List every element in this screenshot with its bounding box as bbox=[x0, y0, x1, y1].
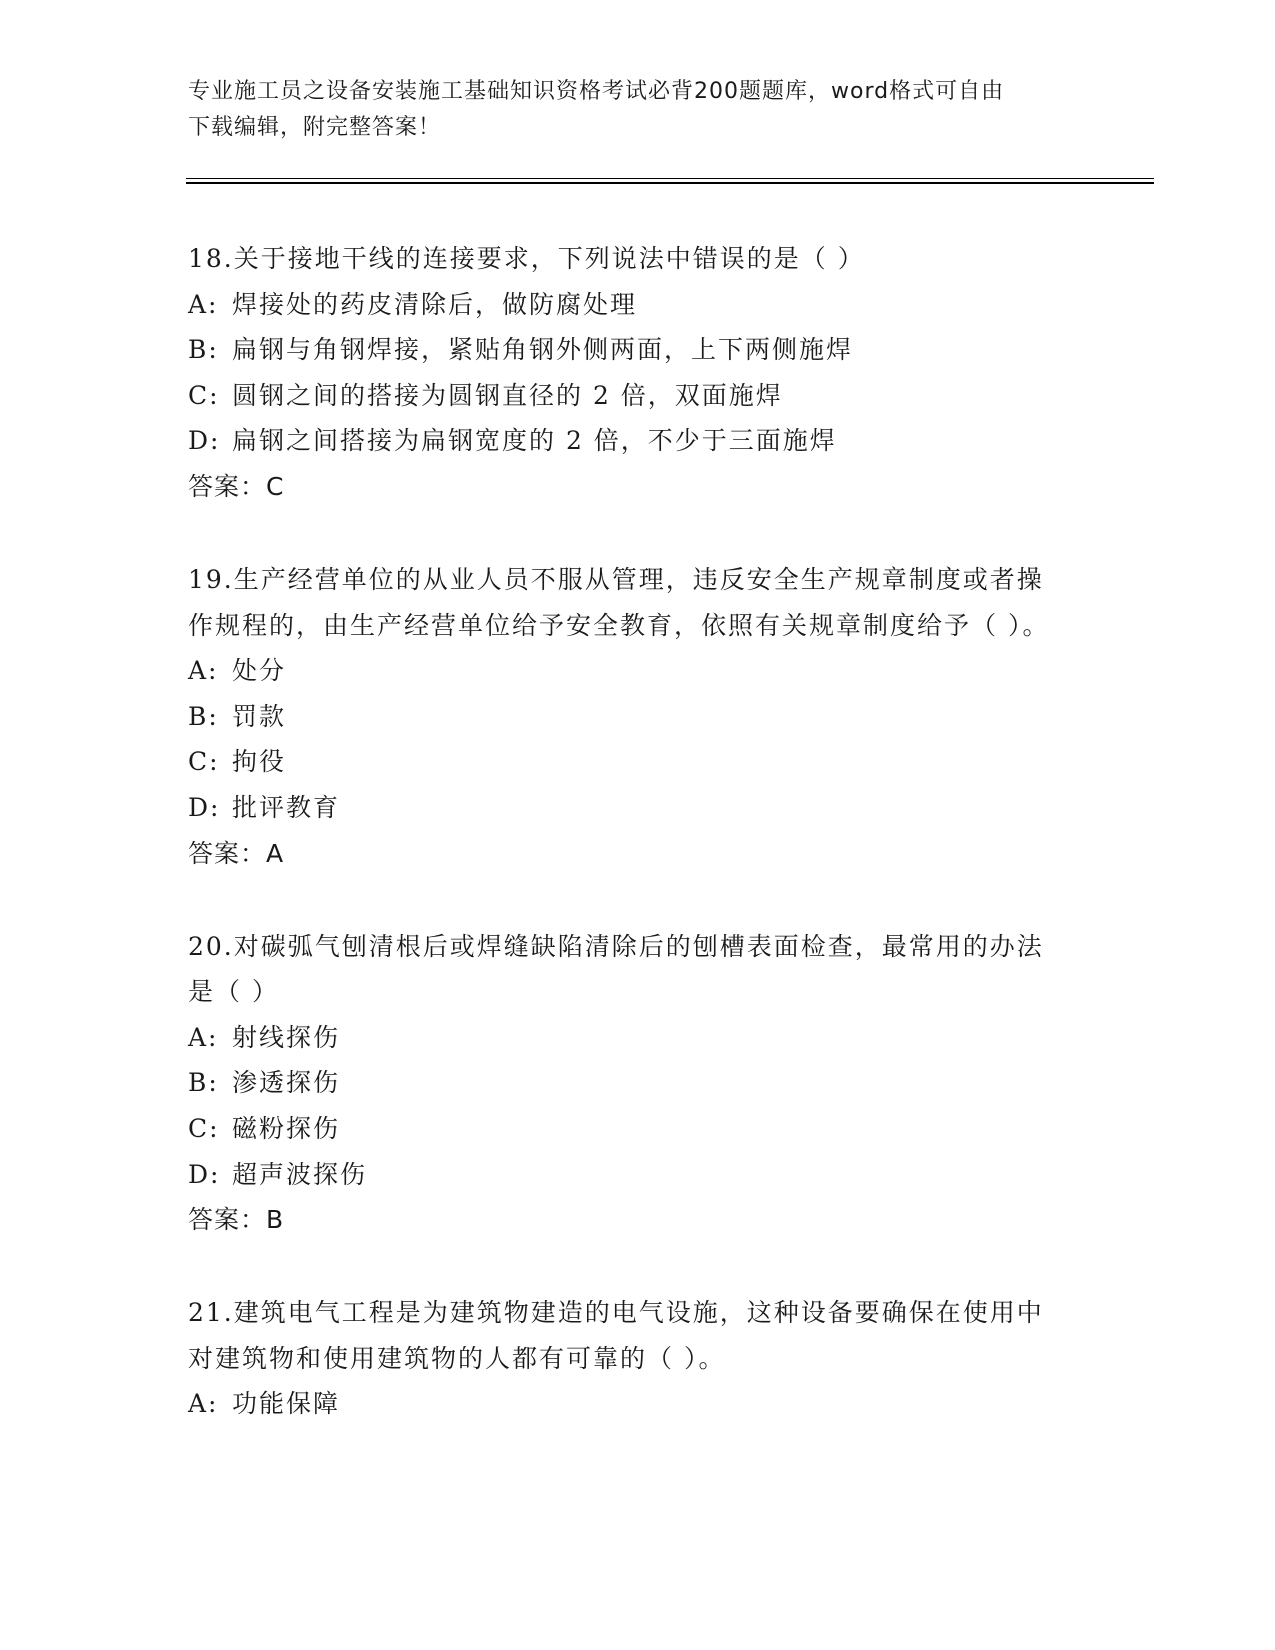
option-letter: C: bbox=[188, 380, 220, 410]
question-text: 19.生产经营单位的从业人员不服从管理，违反安全生产规章制度或者操作规程的，由生产经营单位给予安全教育，依照有关规章制度给予（ ）。 bbox=[188, 564, 1050, 640]
option-letter: B: bbox=[188, 1068, 219, 1098]
question-20 bbox=[188, 924, 1068, 1244]
option-a bbox=[188, 282, 1068, 328]
option-text: 射线探伤 bbox=[232, 1022, 341, 1052]
question-18 bbox=[188, 236, 1068, 510]
option-text: 扁钢与角钢焊接，紧贴角钢外侧两面，上下两侧施焊 bbox=[232, 335, 854, 365]
question-text: 18.关于接地干线的连接要求，下列说法中错误的是（ ） bbox=[188, 244, 865, 273]
option-text: 圆钢之间的搭接为圆钢直径的 2 倍，双面施焊 bbox=[232, 380, 783, 410]
option-text: 渗透探伤 bbox=[232, 1068, 341, 1098]
option-text: 罚款 bbox=[232, 701, 287, 731]
answer-text: 答案：C bbox=[188, 471, 285, 501]
option-text: 焊接处的药皮清除后，做防腐处理 bbox=[232, 289, 638, 319]
option-d bbox=[188, 1152, 1068, 1198]
option-text: 超声波探伤 bbox=[232, 1159, 368, 1189]
option-c bbox=[188, 1106, 1068, 1152]
answer-text: 答案：A bbox=[188, 838, 285, 868]
header-line-1: 专业施工员之设备安装施工基础知识资格考试必背200题题库，word格式可自由 bbox=[188, 79, 1005, 104]
question-19 bbox=[188, 557, 1068, 877]
option-letter: B: bbox=[188, 335, 219, 365]
option-letter: A: bbox=[188, 1022, 219, 1052]
option-c bbox=[188, 739, 1068, 785]
option-b bbox=[188, 694, 1068, 740]
option-b bbox=[188, 327, 1068, 373]
option-text: 处分 bbox=[232, 656, 287, 686]
option-letter: D: bbox=[188, 426, 221, 456]
header-line-2: 下载编辑，附完整答案！ bbox=[188, 115, 442, 140]
option-text: 扁钢之间搭接为扁钢宽度的 2 倍，不少于三面施焊 bbox=[232, 426, 837, 456]
option-letter: C: bbox=[188, 1113, 220, 1143]
option-d bbox=[188, 785, 1068, 831]
option-d bbox=[188, 418, 1068, 464]
option-letter: A: bbox=[188, 656, 219, 686]
option-a bbox=[188, 1381, 1068, 1427]
header-divider-top bbox=[186, 178, 1154, 179]
option-text: 拘役 bbox=[232, 747, 287, 777]
option-letter: C: bbox=[188, 747, 220, 777]
option-a bbox=[188, 648, 1068, 694]
option-letter: D: bbox=[188, 792, 221, 822]
question-text: 21.建筑电气工程是为建筑物建造的电气设施，这种设备要确保在使用中对建筑物和使用建筑物的人都有可靠的（ ）。 bbox=[188, 1298, 1044, 1373]
option-letter: A: bbox=[188, 289, 219, 319]
option-c bbox=[188, 373, 1068, 419]
option-text: 功能保障 bbox=[232, 1389, 341, 1419]
header-divider-bottom bbox=[186, 182, 1154, 184]
option-letter: D: bbox=[188, 1159, 221, 1189]
option-b bbox=[188, 1060, 1068, 1106]
question-text: 20.对碳弧气刨清根后或焊缝缺陷清除后的刨槽表面检查，最常用的办法是（ ） bbox=[188, 931, 1044, 1007]
option-a bbox=[188, 1015, 1068, 1061]
option-letter: B: bbox=[188, 701, 219, 731]
option-letter: A: bbox=[188, 1389, 219, 1419]
document-header bbox=[188, 74, 1068, 146]
answer-text: 答案：B bbox=[188, 1205, 285, 1235]
question-list bbox=[188, 236, 1068, 1474]
option-text: 磁粉探伤 bbox=[232, 1113, 341, 1143]
option-text: 批评教育 bbox=[232, 792, 341, 822]
question-21 bbox=[188, 1290, 1068, 1427]
